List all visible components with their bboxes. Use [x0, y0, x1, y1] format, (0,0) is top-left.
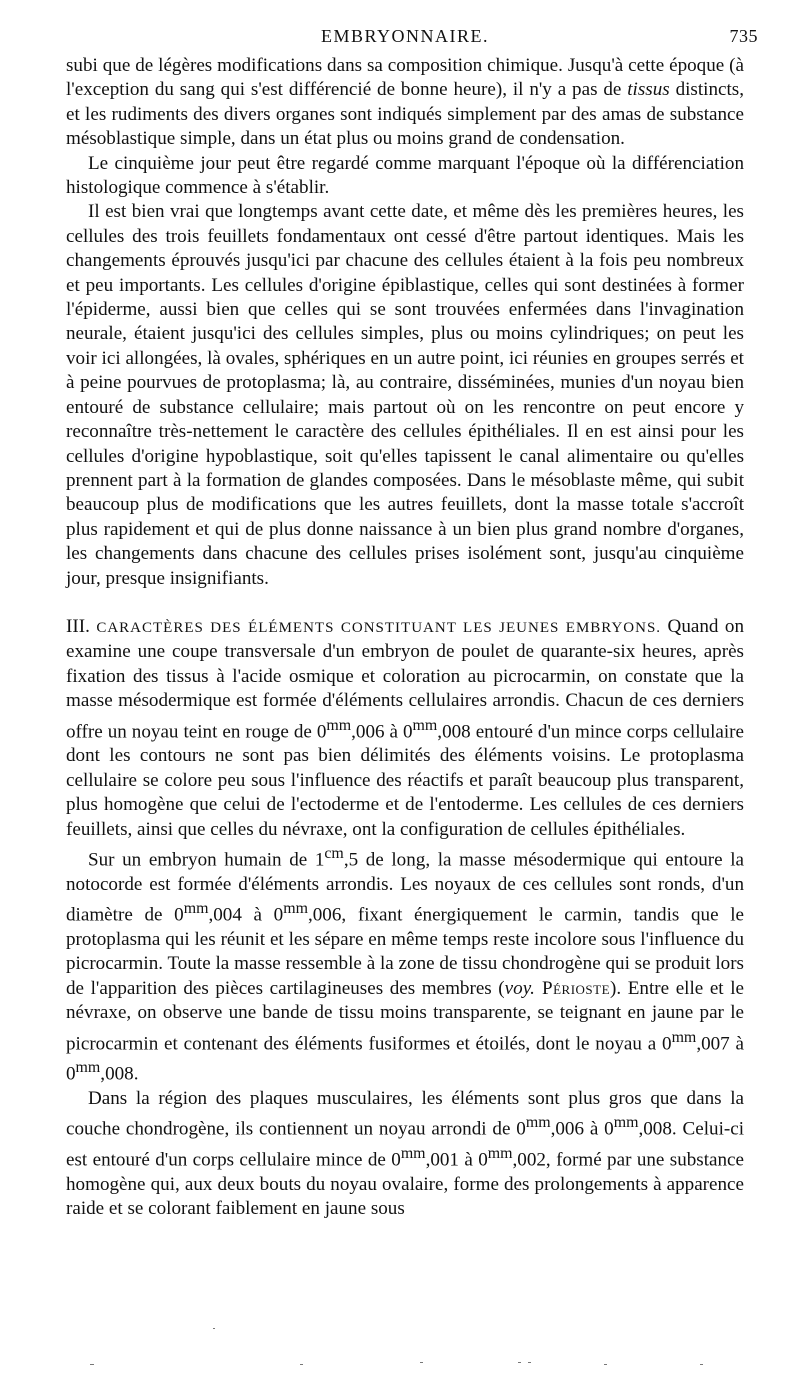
scan-speck — [518, 1362, 521, 1363]
paragraph-plaques-musculaires: Dans la région des plaques musculaires, les éléments sont plus gros que dans la couche chondrogène, ils contiennent un noyau arrondi de $0^{mm},006$ à $0^{mm},008$. Celui-ci est entouré d'un corps cellulaire mince de $0^{mm},001$ à $0^{mm},002$, formé par une substance homogène qui, aux deux bouts du noyau ovalaire, forme des prolongements à apparence raide et se colorant faiblement en jaune sous — [66, 1088, 745, 1220]
section-heading: CARACTÈRES DES ÉLÉMENTS CONSTITUANT LES JEUNES EMBRYONS. — [96, 619, 662, 636]
cross-reference-perioste: Périoste — [534, 977, 611, 999]
scan-specks — [0, 1320, 800, 1380]
paragraph-embryon-humain: Sur un embryon humain de $1^{cm},5$ de long, la masse mésodermique qui entoure la notocorde est formée d'éléments arrondis. Les noyaux de ces cellules sont ronds, d'un diamètre de $0^{mm},004$ à $0^{mm},006$, fixant énergiquement le carmin, tandis que le protoplasma qui les réunit et les sépare en même temps reste incolore sous l'influence du picrocarmin. Toute la masse ressemble à la zone de tissu chondrogène qui se produit lors de l'apparition des pièces cartilagineuses des membres (voy. Périoste). Entre elle et le névraxe, on observe une bande de tissu moins transparente, se teignant en jaune par le picrocarmin et contenant des éléments fusiformes et étoilés, dont le noyau a $0^{mm},007$ à $0^{mm},008$. — [66, 844, 745, 1085]
scan-speck — [604, 1364, 607, 1365]
paragraph-continuation: subi que de légères modifications dans sa composition chimique. Jusqu'à cette époque (à l'exception du sang qui s'est différencié de bonne heure), il n'y a pas de tissus distincts, et les rudiments des divers organes sont indiqués simplement par des amas de substance mésoblastique simple, dans un état plus ou moins grand de condensation. — [66, 55, 744, 150]
scan-speck — [90, 1364, 94, 1365]
running-title: EMBRYONNAIRE. — [320, 26, 489, 46]
book-page — [66, 26, 758, 1222]
scan-speck — [300, 1364, 303, 1365]
section-number: III. — [66, 615, 90, 637]
running-header — [66, 26, 758, 54]
scan-speck — [528, 1362, 531, 1363]
page-number: 735 — [729, 26, 758, 46]
emphasis-tissus: tissus — [627, 79, 670, 101]
scan-speck — [420, 1362, 423, 1363]
scan-speck — [700, 1364, 703, 1365]
paragraph-cinquieme-jour: Le cinquième jour peut être regardé comme marquant l'époque où la différenciation histologique commence à s'établir. — [66, 152, 744, 199]
paragraph-feuillets: Il est bien vrai que longtemps avant cette date, et même dès les premières heures, les cellules des trois feuillets fondamentaux ont cessé d'être partout identiques. Mais les changements éprouvés jusqu'ici par chacune des cellules étaient à la fois peu nombreux et peu importants. Les cellules d'origine épiblastique, celles qui sont destinées à former l'épiderme, aussi bien que celles qui se sont trouvées enfermées dans l'invagination neurale, étaient jusqu'ici des cellules simples, plus ou moins cylindriques; on peut les voir ici allongées, là ovales, sphériques en un autre point, ici réunies en groupes serrés et à peine pourvues de protoplasma; là, au contraire, disséminées, munies d'un noyau bien entouré de substance cellulaire; mais partout où on les rencontre on peut encore y reconnaître très-nettement le caractère des cellules épithéliales. Il en est ainsi pour les cellules d'origine hypoblastique, soit qu'elles tapissent le canal alimentaire ou qu'elles prennent part à la formation de glandes composées. Dans le mésoblaste même, qui subit beaucoup plus de modifications que les autres feuillets, dont la masse totale s'accroît plus rapidement et qui de plus donne naissance à un bien plus grand nombre d'organes, les changements dans chacune des cellules prises isolément sont, jusqu'au cinquième jour, presque insignifiants. — [66, 201, 744, 589]
reference-voy: voy. — [504, 977, 535, 999]
section-iii: III. CARACTÈRES DES ÉLÉMENTS CONSTITUANT LES JEUNES EMBRYONS. Quand on examine une coupe transversale d'un embryon de poulet de quarante-six heures, après fixation des tissus à l'acide osmique et coloration au picrocarmin, on constate que la masse mésodermique est formée d'éléments cellulaires arrondis. Chacun de ces derniers offre un noyau teint en rouge de $0^{mm},006$ à $0^{mm},008$ entouré d'un mince corps cellulaire dont les contours ne sont pas bien délimités des éléments voisins. Le protoplasma cellulaire se colore peu sous l'influence des réactifs et paraît beaucoup plus transparent, plus homogène que celui de l'ectoderme et de l'entoderme. Les cellules de ces derniers feuillets, ainsi que celles du névraxe, ont la configuration de cellules épithéliales. — [66, 615, 745, 840]
scan-speck — [213, 1328, 215, 1329]
